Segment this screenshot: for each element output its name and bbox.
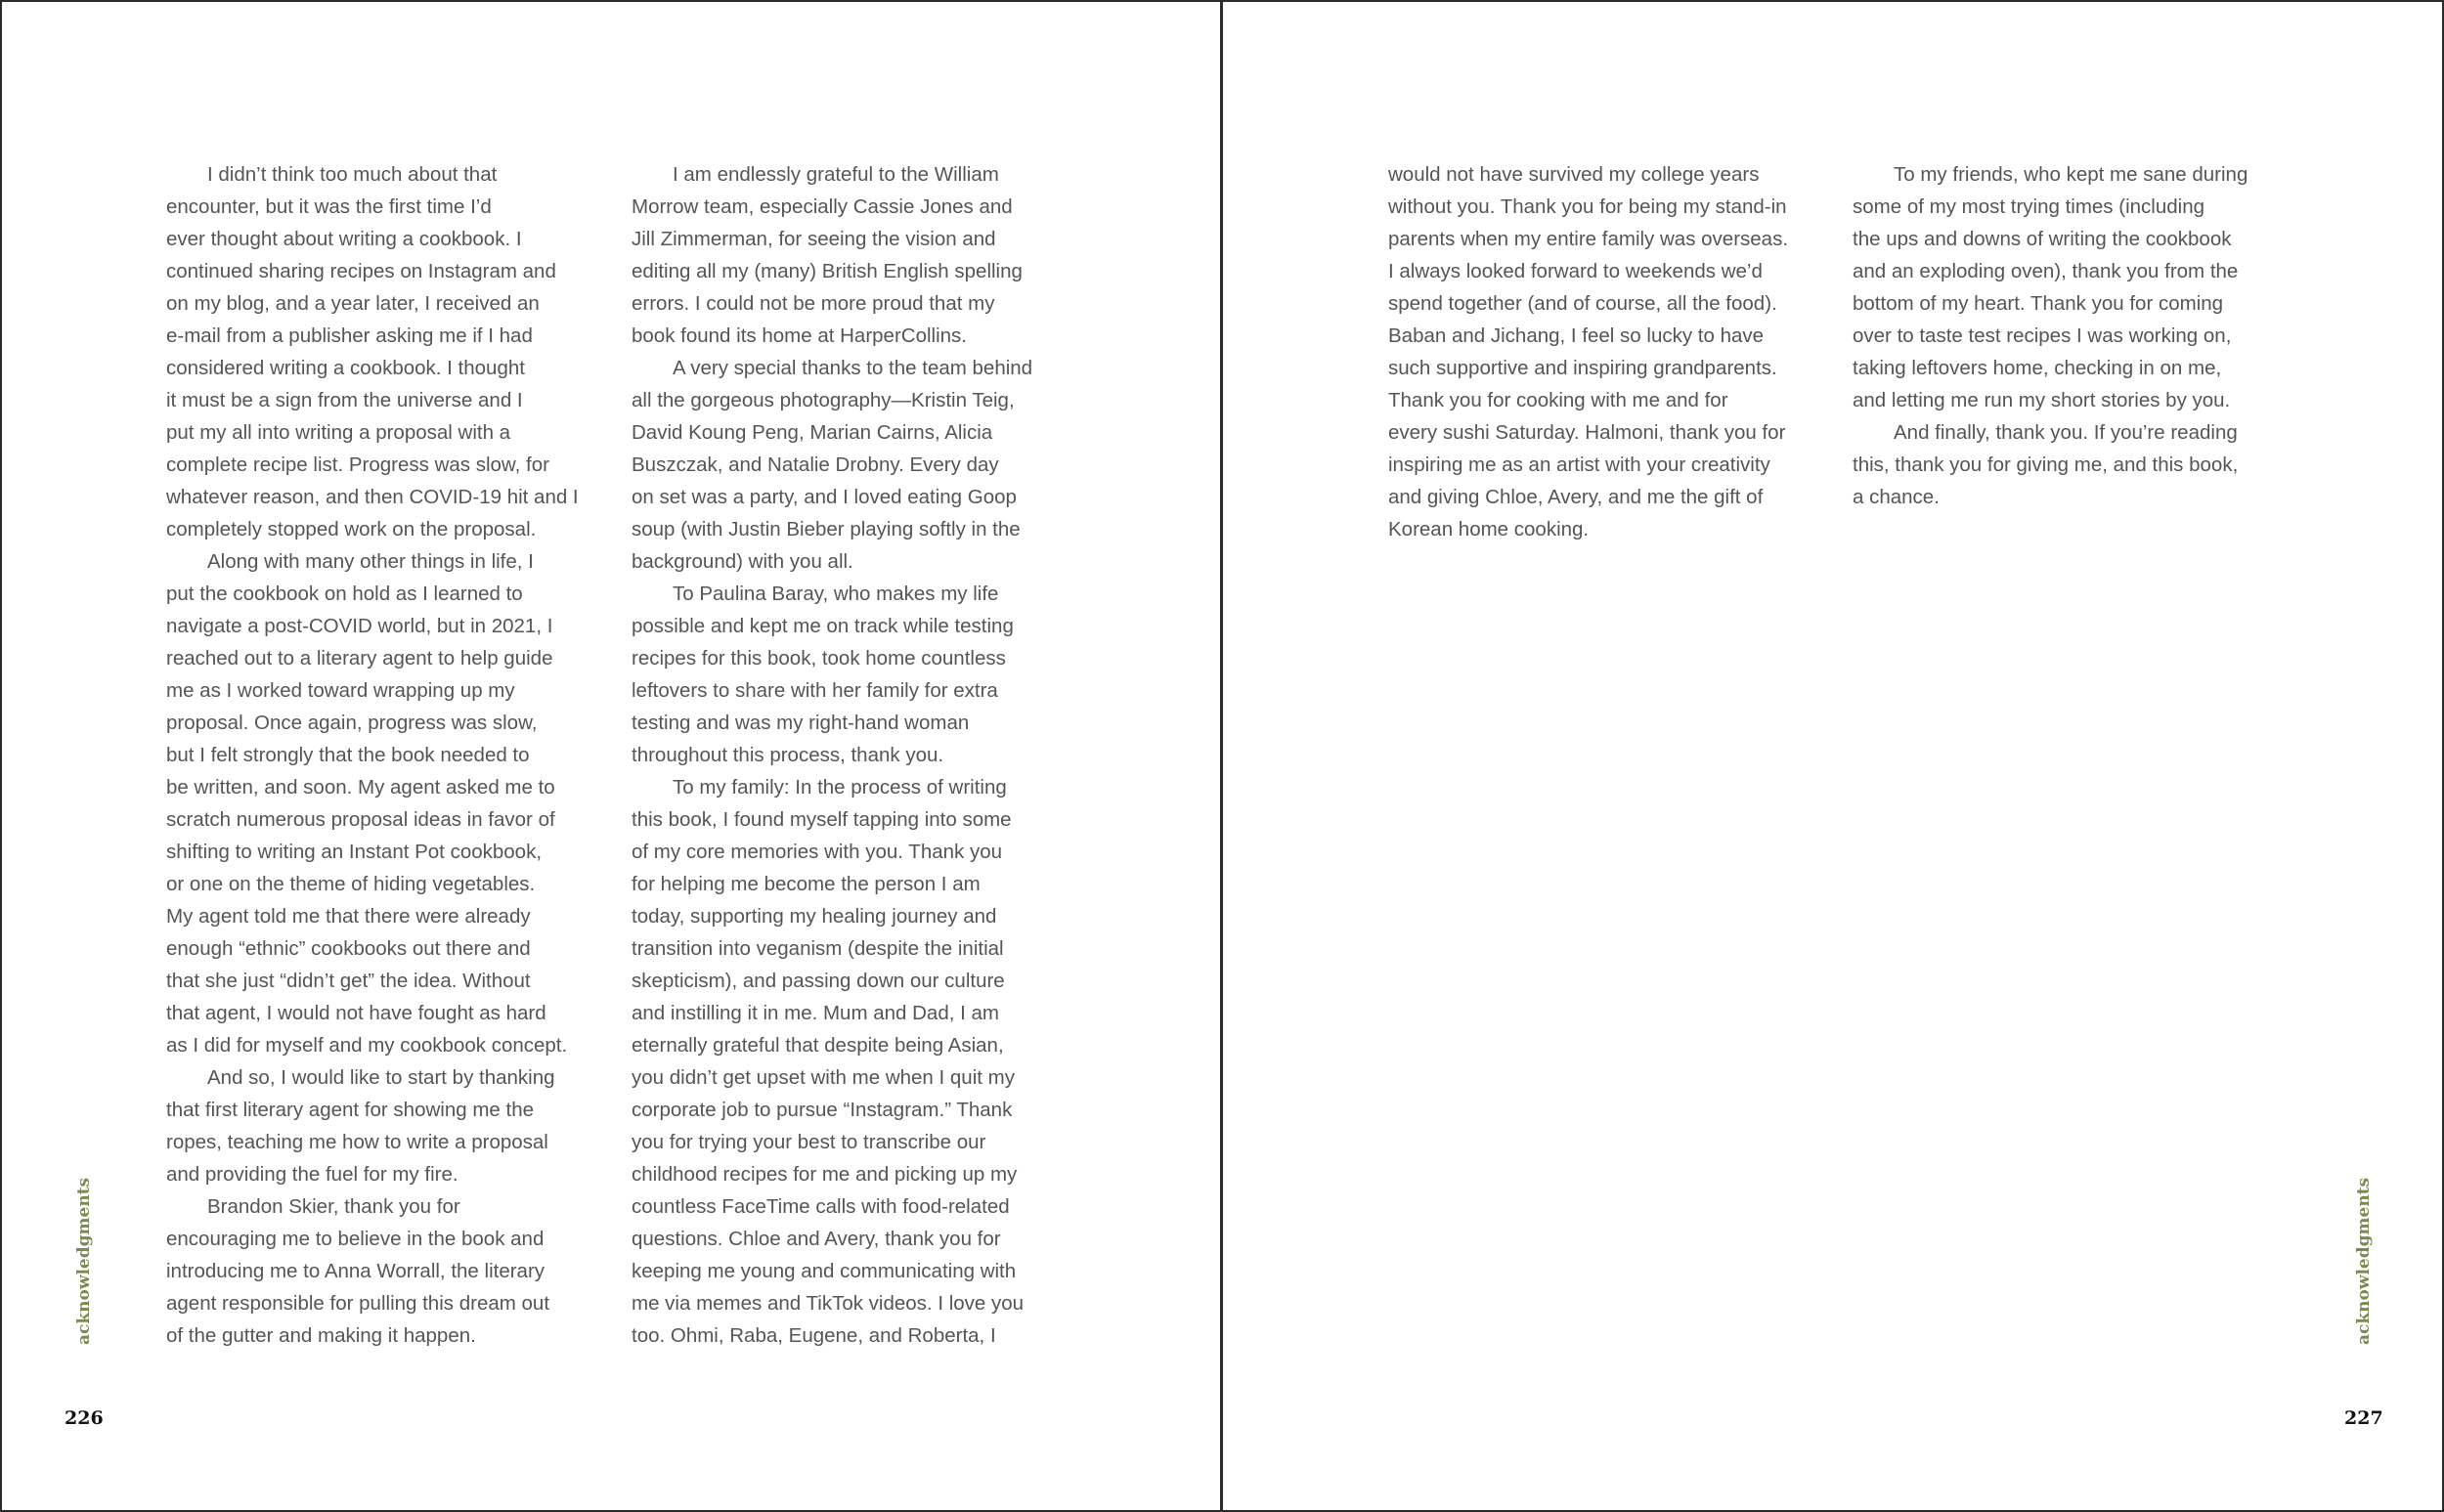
text-line: And finally, thank you. If you’re reading: [1894, 421, 2238, 444]
text-line: eternally grateful that despite being Asian,: [632, 1034, 1004, 1057]
text-line: continued sharing recipes on Instagram and: [166, 260, 556, 282]
text-line: errors. I could not be more proud that my: [632, 292, 995, 315]
text-line: ever thought about writing a cookbook. I: [166, 228, 522, 250]
book-spine-divider: [1220, 0, 1223, 1512]
text-line: on set was a party, and I loved eating Goop: [632, 486, 1017, 508]
left-page-column-1: [166, 158, 579, 1352]
text-line: testing and was my right-hand woman: [632, 712, 970, 734]
text-line: completely stopped work on the proposal.: [166, 518, 537, 540]
text-line: that first literary agent for showing me the: [166, 1099, 535, 1121]
text-line: and providing the fuel for my fire.: [166, 1163, 458, 1186]
text-line: put the cookbook on hold as I learned to: [166, 583, 523, 605]
text-line: over to taste test recipes I was working on,: [1853, 324, 2232, 347]
text-line: Jill Zimmerman, for seeing the vision and: [632, 228, 996, 250]
text-line: this book, I found myself tapping into some: [632, 808, 1012, 831]
text-line: of my core memories with you. Thank you: [632, 841, 1003, 863]
text-line: A very special thanks to the team behind: [673, 357, 1033, 379]
text-line: questions. Chloe and Avery, thank you for: [632, 1228, 1001, 1250]
text-line: Morrow team, especially Cassie Jones and: [632, 195, 1013, 218]
text-line: it must be a sign from the universe and I: [166, 389, 523, 411]
text-line: bottom of my heart. Thank you for coming: [1853, 292, 2224, 315]
left-page-column-2: [632, 158, 1032, 1352]
text-line: leftovers to share with her family for extra: [632, 679, 998, 702]
text-line: whatever reason, and then COVID-19 hit and I: [166, 486, 579, 508]
text-line: keeping me young and communicating with: [632, 1260, 1017, 1282]
text-line: And so, I would like to start by thanking: [207, 1066, 555, 1089]
text-line: or one on the theme of hiding vegetables.: [166, 873, 536, 895]
text-line: Baban and Jichang, I feel so lucky to have: [1388, 324, 1765, 347]
text-line: agent responsible for pulling this dream out: [166, 1292, 550, 1315]
text-line: I didn’t think too much about that: [207, 163, 498, 186]
text-line: e-mail from a publisher asking me if I had: [166, 324, 533, 347]
text-line: David Koung Peng, Marian Cairns, Alicia: [632, 421, 993, 444]
text-line: every sushi Saturday. Halmoni, thank you for: [1388, 421, 1786, 444]
text-line: editing all my (many) British English spelling: [632, 260, 1023, 282]
text-line: navigate a post-COVID world, but in 2021, I: [166, 615, 553, 637]
text-line: To my friends, who kept me sane during: [1894, 163, 2248, 186]
text-line: parents when my entire family was overseas.: [1388, 228, 1789, 250]
text-line: inspiring me as an artist with your creativity: [1388, 454, 1770, 476]
text-line: To Paulina Baray, who makes my life: [673, 583, 999, 605]
text-line: enough “ethnic” cookbooks out there and: [166, 937, 531, 960]
text-line: some of my most trying times (including: [1853, 195, 2205, 218]
text-line: put my all into writing a proposal with a: [166, 421, 511, 444]
text-line: me as I worked toward wrapping up my: [166, 679, 515, 702]
text-line: soup (with Justin Bieber playing softly in the: [632, 518, 1021, 540]
right-page-column-1: [1388, 158, 1788, 545]
text-line: as I did for myself and my cookbook concept.: [166, 1034, 568, 1057]
text-line: complete recipe list. Progress was slow, for: [166, 454, 549, 476]
text-line: that agent, I would not have fought as hard: [166, 1002, 546, 1024]
text-line: that she just “didn’t get” the idea. Without: [166, 970, 531, 992]
left-page-number: 226: [65, 1407, 104, 1429]
text-line: reached out to a literary agent to help guide: [166, 647, 553, 670]
right-page-column-2: [1853, 158, 2248, 513]
text-line: introducing me to Anna Worrall, the literary: [166, 1260, 546, 1282]
text-line: I am endlessly grateful to the William: [673, 163, 999, 186]
text-line: you for trying your best to transcribe our: [632, 1131, 986, 1153]
text-line: Thank you for cooking with me and for: [1388, 389, 1728, 411]
text-line: shifting to writing an Instant Pot cookbook,: [166, 841, 543, 863]
text-line: ropes, teaching me how to write a proposal: [166, 1131, 548, 1153]
text-line: without you. Thank you for being my stand-in: [1388, 195, 1787, 218]
text-line: would not have survived my college years: [1388, 163, 1760, 186]
text-line: possible and kept me on track while testing: [632, 615, 1014, 637]
text-line: Korean home cooking.: [1388, 518, 1590, 540]
text-line: and giving Chloe, Avery, and me the gift of: [1388, 486, 1764, 508]
text-line: To my family: In the process of writing: [673, 776, 1007, 799]
text-line: background) with you all.: [632, 550, 853, 573]
text-line: of the gutter and making it happen.: [166, 1324, 476, 1347]
text-line: considered writing a cookbook. I thought: [166, 357, 525, 379]
text-line: My agent told me that there were already: [166, 905, 531, 928]
text-line: skepticism), and passing down our culture: [632, 970, 1005, 992]
right-page-number: 227: [2344, 1407, 2383, 1429]
left-running-head: acknowledgments: [74, 1177, 94, 1345]
text-line: you didn’t get upset with me when I quit my: [632, 1066, 1015, 1089]
text-line: proposal. Once again, progress was slow,: [166, 712, 538, 734]
text-line: on my blog, and a year later, I received an: [166, 292, 540, 315]
text-line: be written, and soon. My agent asked me to: [166, 776, 555, 799]
text-line: but I felt strongly that the book needed to: [166, 744, 530, 766]
text-line: a chance.: [1853, 486, 1940, 508]
text-line: scratch numerous proposal ideas in favor of: [166, 808, 555, 831]
text-line: me via memes and TikTok videos. I love you: [632, 1292, 1025, 1315]
text-line: the ups and downs of writing the cookbook: [1853, 228, 2232, 250]
text-line: encounter, but it was the first time I’d: [166, 195, 492, 218]
text-line: recipes for this book, took home countless: [632, 647, 1006, 670]
text-line: Buszczak, and Natalie Drobny. Every day: [632, 454, 999, 476]
text-line: for helping me become the person I am: [632, 873, 981, 895]
text-line: childhood recipes for me and picking up my: [632, 1163, 1018, 1186]
text-line: Along with many other things in life, I: [207, 550, 534, 573]
text-line: and instilling it in me. Mum and Dad, I am: [632, 1002, 999, 1024]
text-line: this, thank you for giving me, and this book,: [1853, 454, 2239, 476]
text-line: Brandon Skier, thank you for: [207, 1195, 460, 1218]
text-line: and letting me run my short stories by you.: [1853, 389, 2231, 411]
text-line: countless FaceTime calls with food-related: [632, 1195, 1010, 1218]
text-line: all the gorgeous photography—Kristin Teig,: [632, 389, 1015, 411]
text-line: throughout this process, thank you.: [632, 744, 944, 766]
text-line: encouraging me to believe in the book and: [166, 1228, 545, 1250]
text-line: such supportive and inspiring grandparents.: [1388, 357, 1777, 379]
text-line: and an exploding oven), thank you from the: [1853, 260, 2239, 282]
text-line: book found its home at HarperCollins.: [632, 324, 967, 347]
text-line: transition into veganism (despite the initial: [632, 937, 1004, 960]
right-running-head: acknowledgments: [2354, 1177, 2374, 1345]
text-line: spend together (and of course, all the food).: [1388, 292, 1777, 315]
text-line: today, supporting my healing journey and: [632, 905, 997, 928]
text-line: taking leftovers home, checking in on me,: [1853, 357, 2222, 379]
text-line: I always looked forward to weekends we’d: [1388, 260, 1763, 282]
text-line: too. Ohmi, Raba, Eugene, and Roberta, I: [632, 1324, 996, 1347]
text-line: corporate job to pursue “Instagram.” Thank: [632, 1099, 1013, 1121]
